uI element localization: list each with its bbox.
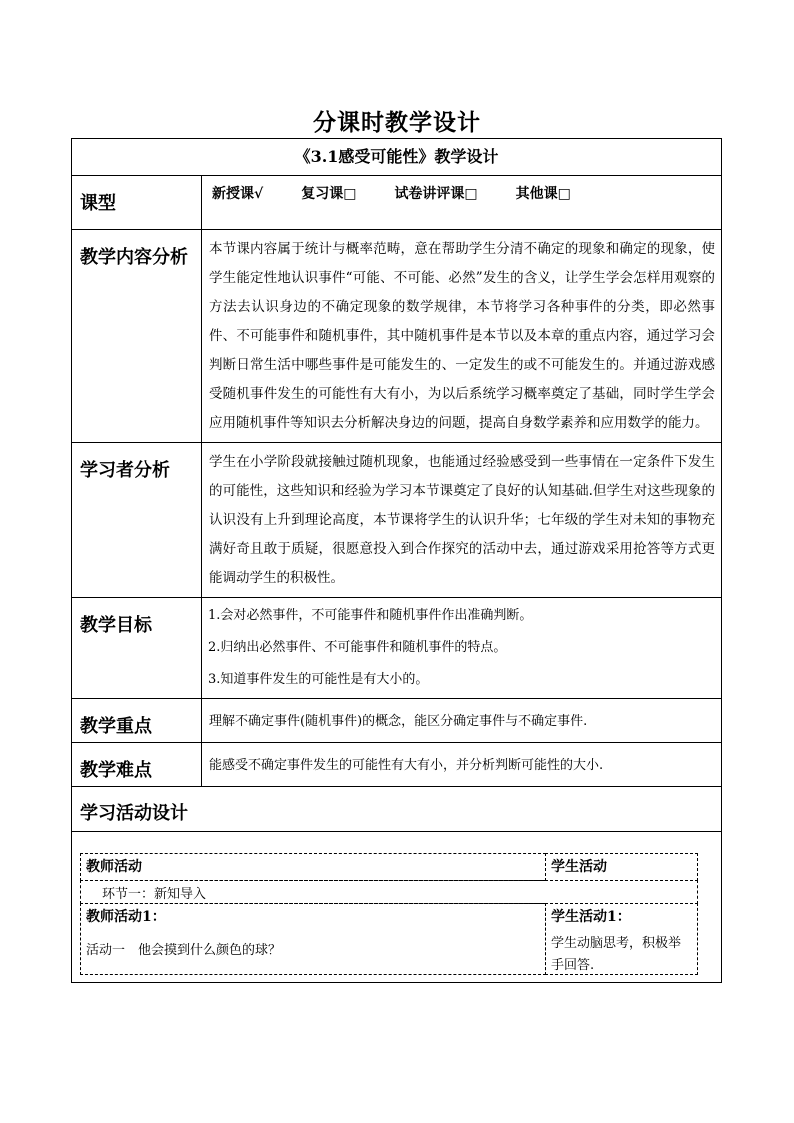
- difficulty-text: 能感受不确定事件发生的可能性有大有小，并分析判断可能性的大小.: [202, 743, 722, 787]
- lesson-plan-table: [71, 138, 722, 983]
- teacher-header-box: [80, 853, 546, 881]
- section-label: 环节一：新知导入: [102, 887, 207, 902]
- key-point-label: 教学重点: [72, 699, 202, 743]
- learner-analysis-label: 学习者分析: [72, 443, 202, 598]
- difficulty-row: [72, 743, 722, 787]
- goal-item: 1.会对必然事件，不可能事件和随机事件作出准确判断。: [208, 608, 533, 623]
- goals-list: [202, 598, 722, 699]
- goals-label: 教学目标: [72, 598, 202, 699]
- type-option-new: 新授课√: [212, 186, 264, 202]
- content-analysis-text: 本节课内容属于统计与概率范畴，意在帮助学生分清不确定的现象和确定的现象，使学生能定性地认识事件“可能、不可能、必然”发生的含义，让学生学会怎样用观察的方法去认识身边的不确定现象的数学规律，本节将学习各种事件的分类，即必然事件、不可能事件和随机事件，其中随机事件是本节以及本章的重点内容，通过学习会判断日常生活中哪些事件是可能发生的、一定发生的或不可能发生的。并通过游戏感受随机事件发生的可能性有大有小，为以后系统学习概率奠定了基础，同时学生学会应用随机事件等知识去分析解决身边的问题，提高自身数学素养和应用数学的能力。: [202, 230, 722, 443]
- student-activity-title: 学生活动1：: [551, 909, 631, 925]
- activity-grid: [72, 832, 722, 983]
- content-analysis-row: [72, 230, 722, 443]
- lesson-type-label: 课型: [72, 176, 202, 230]
- lesson-title: 《3.1感受可能性》教学设计: [72, 139, 722, 176]
- teacher-activity-header: 教师活动: [86, 859, 142, 875]
- goal-item: 2.归纳出必然事件、不可能事件和随机事件的特点。: [208, 640, 507, 655]
- lesson-type-options: [202, 176, 722, 230]
- activity-design-title: 学习活动设计: [72, 787, 722, 832]
- content-analysis-label: 教学内容分析: [72, 230, 202, 443]
- teacher-activity-text: 活动一 他会摸到什么颜色的球？: [86, 943, 282, 958]
- key-point-text: 理解不确定事件(随机事件)的概念，能区分确定事件与不确定事件.: [202, 699, 722, 743]
- lesson-type-row: [72, 176, 722, 230]
- page-title: 分课时教学设计: [313, 109, 481, 136]
- key-point-row: [72, 699, 722, 743]
- student-activity-text: 学生动脑思考，积极举手回答.: [551, 936, 682, 973]
- type-option-other: 其他课□: [515, 186, 571, 202]
- type-option-review: 复习课□: [301, 186, 357, 202]
- teacher-activity-title: 教师活动1：: [86, 909, 166, 925]
- activity-content-row: [72, 832, 722, 983]
- type-option-exam-review: 试卷讲评课□: [394, 186, 478, 202]
- learner-analysis-row: [72, 443, 722, 598]
- learner-analysis-text: 学生在小学阶段就接触过随机现象，也能通过经验感受到一些事情在一定条件下发生的可能性，这些知识和经验为学习本节课奠定了良好的认知基础.但学生对这些现象的认识没有上升到理论高度，本节课将学生的认识升华；七年级的学生对未知的事物充满好奇且敢于质疑，很愿意投入到合作探究的活动中去，通过游戏采用抢答等方式更能调动学生的积极性。: [202, 443, 722, 598]
- activity-title-row: [72, 787, 722, 832]
- student-activity-header: 学生活动: [551, 859, 607, 875]
- goal-item: 3.知道事件发生的可能性是有大小的。: [208, 672, 429, 687]
- difficulty-label: 教学难点: [72, 743, 202, 787]
- goals-row: [72, 598, 722, 699]
